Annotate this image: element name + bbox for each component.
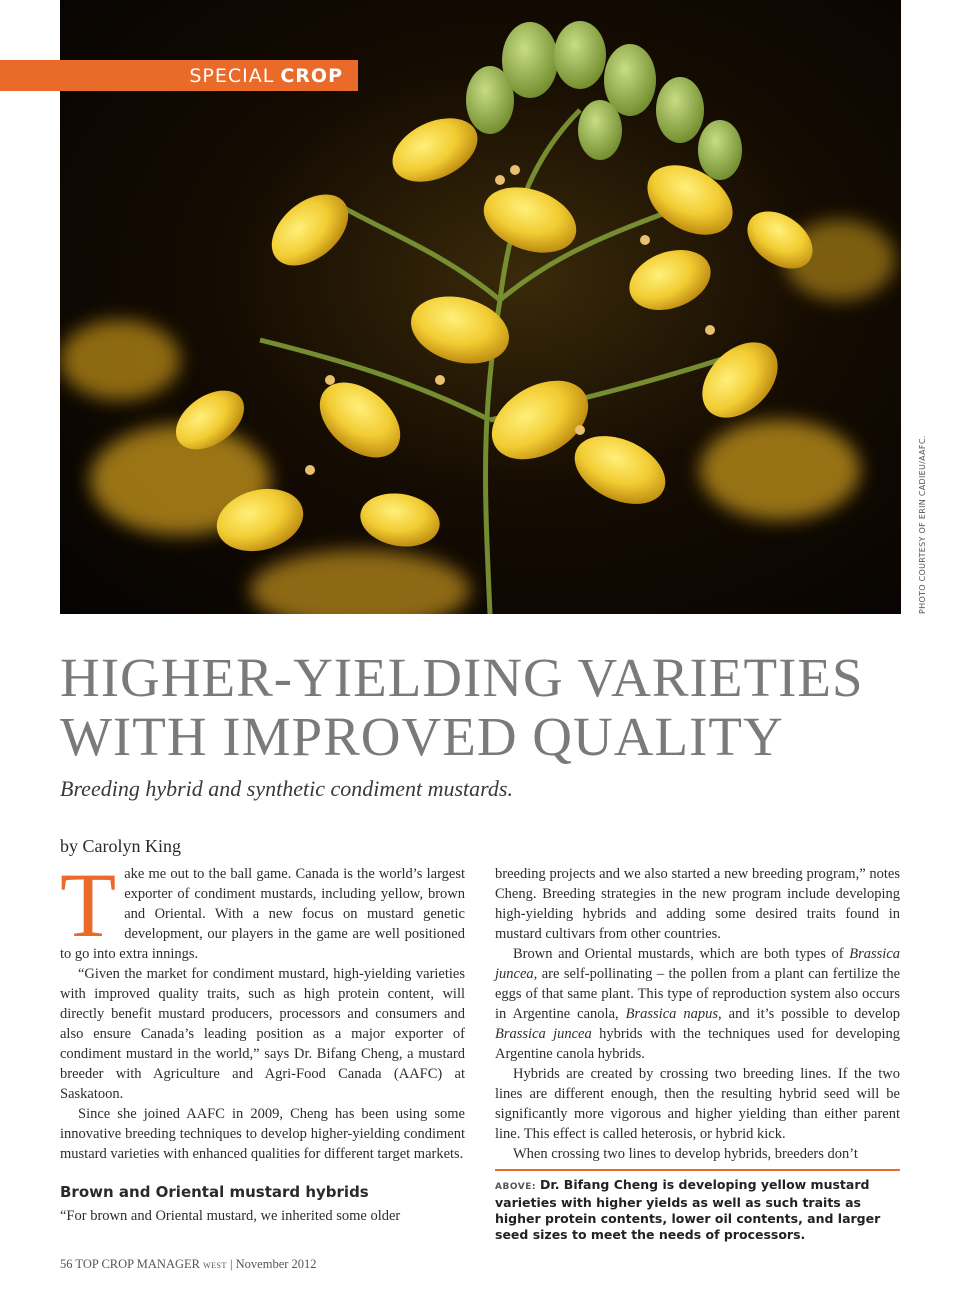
paragraph-text: , are self-pollinating – the pollen from a plant can fertilize the eggs of that same plant. This type of reproduction system also occurs in Argentine canola, bbox=[495, 966, 900, 1022]
species-name: Brassica napus bbox=[625, 1006, 719, 1022]
article-column-right bbox=[495, 864, 900, 1164]
deck: Breeding hybrid and synthetic condiment mustards. bbox=[60, 776, 513, 801]
article-column-left bbox=[60, 854, 465, 1226]
drop-cap: T bbox=[60, 854, 117, 956]
section-label-text: SPECIAL bbox=[189, 64, 275, 87]
page-number: 56 bbox=[60, 1257, 73, 1271]
article-paragraph bbox=[495, 944, 900, 1064]
article-paragraph: “Given the market for condiment mustard, high-yielding varieties with improved quality traits, such as high protein content, will directly benefit mustard producers, processors and consumers and also ensure Canada’s leading position as a major exporter of condiment mustard in the world,” says Dr. Bifang Cheng, a mustard breeder with Agriculture and Agri-Food Canada (AAFC) at Saskatoon. bbox=[60, 966, 465, 1102]
caption-text: Dr. Bifang Cheng is developing yellow mustard varieties with higher yields as well as such traits as higher protein contents, lower oil contents, and larger seed sizes to meet the needs of processors. bbox=[495, 1177, 881, 1242]
section-label-emphasis: CROP bbox=[280, 64, 343, 87]
article-paragraph: breeding projects and we also started a new breeding program,” notes Cheng. Breeding strategies in the new program include developing high-yielding hybrids and adding some desired traits found in mustard cultivars from other countries. bbox=[495, 866, 900, 942]
footer-separator: | bbox=[230, 1257, 233, 1271]
issue-date: November 2012 bbox=[235, 1257, 317, 1271]
article-paragraph: Hybrids are created by crossing two breeding lines. If the two lines are different enough, then the resulting hybrid seed will be significantly more vigorous and higher yielding than either parent line. This effect is called heterosis, or hybrid kick. bbox=[495, 1066, 900, 1142]
article-paragraph: When crossing two lines to develop hybrids, breeders don’t bbox=[513, 1146, 858, 1162]
article-paragraph: “For brown and Oriental mustard, we inherited some older bbox=[60, 1208, 401, 1224]
caption-label: ABOVE: bbox=[495, 1182, 536, 1192]
article-subhead: Brown and Oriental mustard hybrids bbox=[60, 1183, 369, 1201]
flower-illustration bbox=[60, 0, 901, 614]
section-label bbox=[0, 60, 358, 91]
species-name: Brassica juncea bbox=[495, 946, 900, 982]
magazine-name: TOP CROP MANAGER bbox=[75, 1257, 200, 1271]
article-paragraph: Since she joined AAFC in 2009, Cheng has been using some innovative breeding techniques to develop higher-yielding condiment mustard varieties with enhanced qualities for different target markets. bbox=[60, 1106, 465, 1162]
page-footer bbox=[60, 1257, 317, 1272]
photo-credit: PHOTO COURTESY OF ERIN CADIEU/AAFC. bbox=[918, 435, 927, 614]
headline bbox=[60, 648, 920, 766]
article-paragraph bbox=[60, 854, 465, 964]
species-name: Brassica juncea bbox=[495, 1026, 592, 1042]
photo-caption bbox=[495, 1177, 900, 1243]
caption-divider bbox=[495, 1169, 900, 1171]
paragraph-text: Brown and Oriental mustards, which are both types of bbox=[513, 946, 850, 962]
paragraph-text: , and it’s possible to develop bbox=[718, 1006, 900, 1022]
paragraph-text: hybrids with the techniques used for developing Argentine canola hybrids. bbox=[495, 1026, 900, 1062]
paragraph-text: ake me out to the ball game. Canada is the world’s largest exporter of condiment mustards, including yellow, brown and Oriental. With a new focus on mustard genetic development, our players in the game are well positioned to go into extra innings. bbox=[60, 866, 465, 962]
magazine-edition: WEST bbox=[203, 1261, 227, 1270]
mustard-flower-photo bbox=[60, 0, 901, 614]
headline-line-2: WITH IMPROVED QUALITY bbox=[60, 706, 784, 767]
headline-line-1: HIGHER-YIELDING VARIETIES bbox=[60, 647, 864, 708]
byline: by Carolyn King bbox=[60, 836, 181, 856]
